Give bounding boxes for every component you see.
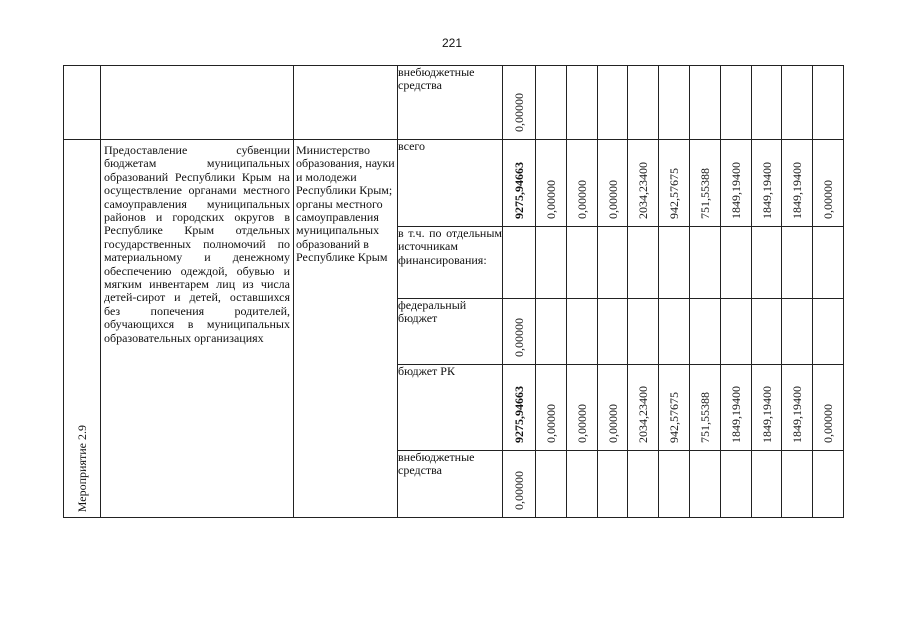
value-cell — [659, 227, 690, 299]
value-cell — [690, 451, 721, 518]
value-cell — [782, 299, 813, 365]
value-cell — [782, 451, 813, 518]
value-text: 942,57675 — [667, 392, 681, 443]
value-cell — [813, 140, 844, 227]
source-cell: внебюджетные средства — [398, 451, 503, 518]
value-cell — [567, 299, 598, 365]
value-cell — [752, 365, 782, 451]
value-cell — [628, 227, 659, 299]
value-cell — [628, 140, 659, 227]
description-cell — [101, 140, 294, 518]
value-cell — [752, 227, 782, 299]
value-cell — [690, 140, 721, 227]
value-cell — [752, 66, 782, 140]
value-cell — [503, 66, 536, 140]
value-cell — [628, 299, 659, 365]
value-text: 1849,19400 — [729, 386, 743, 443]
value-cell — [782, 140, 813, 227]
value-text: 0,00000 — [821, 404, 835, 443]
source-cell: бюджет РК — [398, 365, 503, 451]
value-cell — [721, 140, 752, 227]
value-text: 0,00000 — [575, 180, 589, 219]
value-cell — [598, 299, 628, 365]
value-cell — [503, 365, 536, 451]
value-cell — [567, 227, 598, 299]
empty-cell — [294, 66, 398, 140]
value-cell — [690, 299, 721, 365]
value-cell — [721, 66, 752, 140]
value-text: 0,00000 — [544, 404, 558, 443]
value-cell — [536, 299, 567, 365]
source-cell: в т.ч. по отдельным источникам финансирования: — [398, 227, 503, 299]
value-text: 0,00000 — [605, 180, 620, 219]
empty-cell — [101, 66, 294, 140]
event-description: Предоставление субвенции бюджетам муниципальных образований Республики Крым на осуществление органами местного самоуправления муниципальных районов и городских округов в Республике Крым отдельных государственных полномочий по материальному и денежному обеспечению одеждой, обувью и мягким инвентарем лиц из числа детей-сирот и детей, оставшихся без попечения родителей, обучающихся в муниципальных образовательных организациях — [104, 143, 290, 345]
value-cell — [628, 66, 659, 140]
value-text: 942,57675 — [667, 168, 681, 219]
value-cell — [752, 140, 782, 227]
value-text: 0,00000 — [512, 471, 526, 510]
value-cell — [567, 140, 598, 227]
value-cell — [813, 365, 844, 451]
value-text: 2034,23400 — [636, 162, 650, 219]
value-cell — [690, 365, 721, 451]
value-cell — [659, 66, 690, 140]
value-cell — [598, 140, 628, 227]
value-cell — [659, 365, 690, 451]
value-cell — [721, 299, 752, 365]
value-text: 0,00000 — [575, 404, 589, 443]
value-cell — [782, 66, 813, 140]
value-cell — [721, 451, 752, 518]
value-cell — [690, 66, 721, 140]
value-cell — [598, 66, 628, 140]
value-cell — [503, 140, 536, 227]
budget-table — [63, 65, 844, 518]
event-title-cell — [64, 140, 101, 518]
value-cell — [503, 451, 536, 518]
value-text: 751,55388 — [698, 168, 712, 219]
value-cell — [813, 299, 844, 365]
value-cell — [659, 140, 690, 227]
empty-cell — [64, 66, 101, 140]
value-cell — [536, 66, 567, 140]
value-text: 751,55388 — [698, 392, 712, 443]
value-cell — [628, 451, 659, 518]
value-cell — [567, 365, 598, 451]
value-text: 0,00000 — [605, 404, 620, 443]
value-cell — [659, 299, 690, 365]
value-text: 0,00000 — [512, 318, 526, 357]
page-number: 221 — [441, 36, 463, 50]
value-cell — [598, 365, 628, 451]
source-cell: внебюджетные средства — [398, 66, 503, 140]
value-text: 9275,94663 — [512, 386, 526, 443]
value-cell — [536, 451, 567, 518]
source-cell: федеральный бюджет — [398, 299, 503, 365]
value-text: 1849,19400 — [790, 162, 804, 219]
value-text: 1849,19400 — [729, 162, 743, 219]
value-text: 1849,19400 — [790, 386, 804, 443]
source-cell: всего — [398, 140, 503, 227]
value-cell — [721, 365, 752, 451]
value-cell — [628, 365, 659, 451]
value-text: 1849,19400 — [759, 162, 774, 219]
value-cell — [567, 66, 598, 140]
table-row-top — [64, 66, 844, 140]
value-cell — [536, 140, 567, 227]
value-cell — [813, 66, 844, 140]
value-cell — [782, 227, 813, 299]
table-row-total — [64, 140, 844, 227]
value-text: 9275,94663 — [512, 162, 526, 219]
responsible-cell — [294, 140, 398, 518]
value-cell — [659, 451, 690, 518]
value-text: 1849,19400 — [759, 386, 774, 443]
event-title: Мероприятие 2.9 — [75, 424, 89, 512]
value-text: 0,00000 — [512, 93, 526, 132]
value-cell — [598, 227, 628, 299]
value-text: 2034,23400 — [636, 386, 650, 443]
value-text: 0,00000 — [821, 180, 835, 219]
value-cell — [598, 451, 628, 518]
value-cell — [752, 299, 782, 365]
responsible-parties: Министерство образования, науки и молодежи Республики Крым; органы местного самоуправления муниципальных образований в Республике Крым — [296, 143, 395, 265]
value-cell — [782, 365, 813, 451]
value-cell — [752, 451, 782, 518]
value-cell — [813, 227, 844, 299]
value-cell — [813, 451, 844, 518]
value-cell — [503, 299, 536, 365]
value-cell — [567, 451, 598, 518]
value-cell — [536, 365, 567, 451]
value-cell — [690, 227, 721, 299]
value-cell — [503, 227, 536, 299]
value-text: 0,00000 — [544, 180, 558, 219]
value-cell — [536, 227, 567, 299]
table-body — [64, 66, 844, 518]
value-cell — [721, 227, 752, 299]
